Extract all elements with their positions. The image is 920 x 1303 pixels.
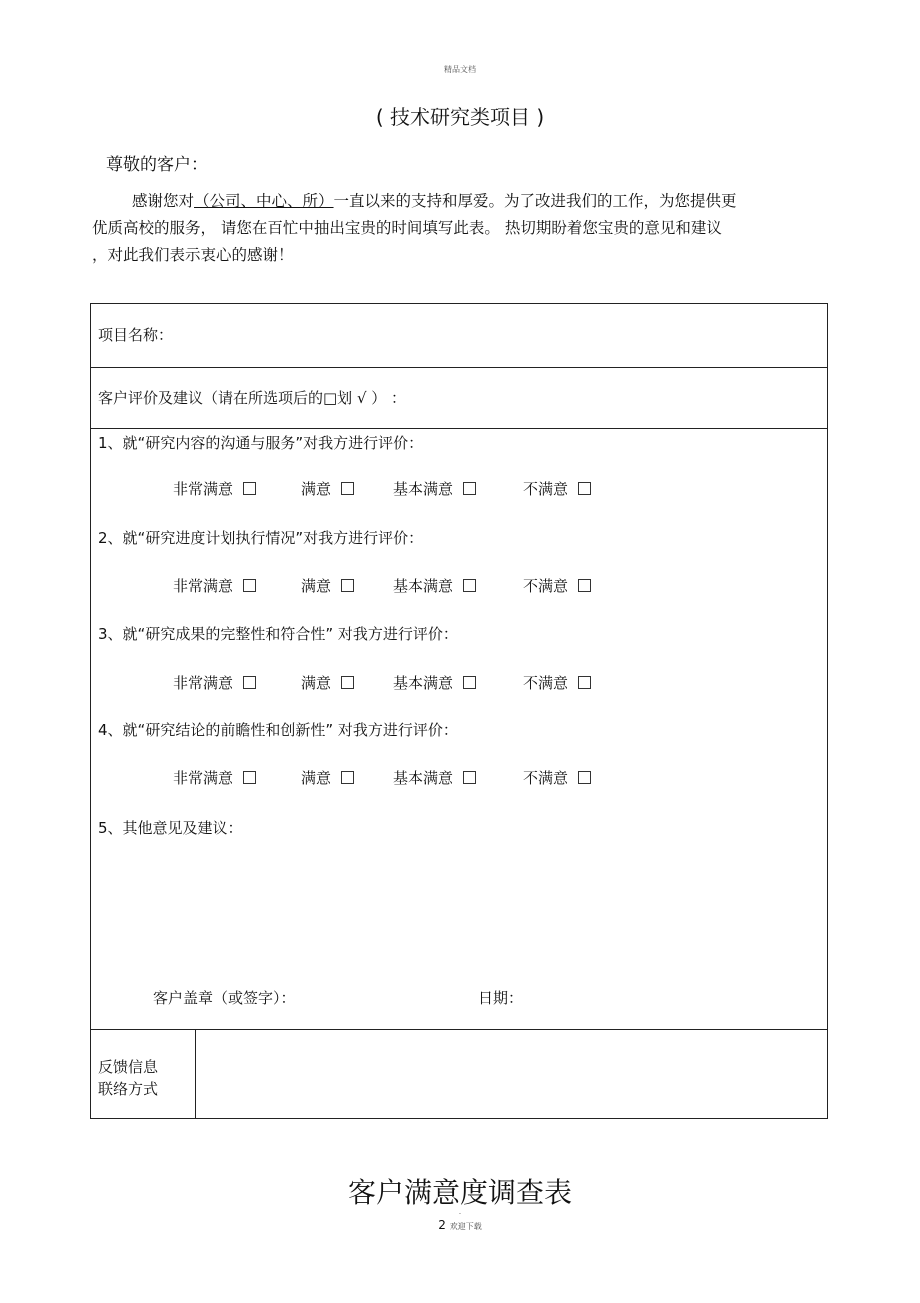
checkbox-icon[interactable] [341, 771, 354, 784]
option-label: 非常满意 [173, 769, 234, 787]
option-satisfied[interactable] [301, 767, 354, 788]
option-very-satisfied[interactable] [173, 672, 256, 693]
option-dissatisfied[interactable] [523, 767, 591, 788]
date-label: 日期： [478, 989, 524, 1007]
header-watermark: 精品文档 [444, 65, 476, 74]
intro-line-3: ，对此我们表示衷心的感谢！ [92, 246, 294, 264]
option-label: 基本满意 [393, 674, 454, 692]
checkbox-icon[interactable] [578, 771, 591, 784]
question-2: 2、就“研究进度计划执行情况”对我方进行评价： [98, 529, 424, 547]
option-very-satisfied[interactable] [173, 575, 256, 596]
stamp-label: 客户盖章（或签字）： [153, 989, 296, 1007]
question-3: 3、就“研究成果的完整性和符合性” 对我方进行评价： [98, 625, 458, 643]
evaluation-label: 客户评价及建议（请在所选项后的□划 √ ） ： [98, 389, 407, 407]
intro-text: 一直以来的支持和厚爱。为了改进我们的工作，为您提供更 [333, 192, 737, 210]
greeting: 尊敬的客户： [106, 155, 208, 175]
checkbox-icon[interactable] [341, 579, 354, 592]
checkbox-icon[interactable] [243, 676, 256, 689]
footer-dot: - [458, 1210, 462, 1217]
option-label: 非常满意 [173, 480, 234, 498]
table-divider [91, 367, 827, 368]
checkbox-icon[interactable] [341, 482, 354, 495]
option-basically-satisfied[interactable] [393, 672, 476, 693]
option-label: 不满意 [523, 577, 569, 595]
table-column-divider [195, 1030, 196, 1118]
option-label: 满意 [301, 674, 332, 692]
option-satisfied[interactable] [301, 575, 354, 596]
checkbox-icon[interactable] [463, 676, 476, 689]
question-1: 1、就“研究内容的沟通与服务”对我方进行评价： [98, 434, 424, 452]
option-basically-satisfied[interactable] [393, 575, 476, 596]
option-dissatisfied[interactable] [523, 575, 591, 596]
option-dissatisfied[interactable] [523, 478, 591, 499]
option-label: 基本满意 [393, 577, 454, 595]
option-label: 满意 [301, 577, 332, 595]
option-satisfied[interactable] [301, 672, 354, 693]
intro-paragraph [92, 188, 832, 269]
footer-text: 欢迎下载 [449, 1222, 482, 1231]
checkbox-icon[interactable] [578, 676, 591, 689]
intro-text: 感谢您对 [132, 192, 195, 210]
option-label: 满意 [301, 769, 332, 787]
option-dissatisfied[interactable] [523, 672, 591, 693]
checkbox-icon[interactable] [463, 579, 476, 592]
checkbox-icon[interactable] [463, 482, 476, 495]
option-label: 非常满意 [173, 674, 234, 692]
option-label: 满意 [301, 480, 332, 498]
checkbox-icon[interactable] [463, 771, 476, 784]
option-very-satisfied[interactable] [173, 478, 256, 499]
feedback-label-line-1: 反馈信息 [98, 1058, 159, 1076]
intro-underlined-org: （公司、中心、所） [194, 192, 334, 210]
option-label: 不满意 [523, 769, 569, 787]
option-basically-satisfied[interactable] [393, 478, 476, 499]
survey-form-table [90, 303, 828, 1119]
intro-line-2: 优质高校的服务， 请您在百忙中抽出宝贵的时间填写此表。 热切期盼着您宝贵的意见和建议 [92, 219, 722, 237]
page-number: 2 [438, 1218, 446, 1232]
checkbox-icon[interactable] [243, 482, 256, 495]
feedback-label-line-2: 联络方式 [98, 1080, 159, 1098]
option-label: 基本满意 [393, 480, 454, 498]
checkbox-icon[interactable] [578, 579, 591, 592]
project-name-label: 项目名称： [98, 326, 174, 344]
checkbox-icon[interactable] [243, 579, 256, 592]
option-label: 不满意 [523, 480, 569, 498]
page-subtitle: ( 技术研究类项目 ) [375, 105, 545, 129]
checkbox-icon[interactable] [578, 482, 591, 495]
table-divider [91, 1029, 827, 1030]
option-label: 基本满意 [393, 769, 454, 787]
document-title: 客户满意度调查表 [347, 1176, 572, 1209]
option-label: 不满意 [523, 674, 569, 692]
option-label: 非常满意 [173, 577, 234, 595]
option-basically-satisfied[interactable] [393, 767, 476, 788]
checkbox-icon[interactable] [243, 771, 256, 784]
intro-line-1 [92, 188, 832, 215]
question-4: 4、就“研究结论的前瞻性和创新性” 对我方进行评价： [98, 721, 458, 739]
option-satisfied[interactable] [301, 478, 354, 499]
checkbox-icon[interactable] [341, 676, 354, 689]
table-divider [91, 428, 827, 429]
page-footer [0, 1218, 920, 1232]
other-suggestions-label: 5、其他意见及建议： [98, 819, 243, 837]
option-very-satisfied[interactable] [173, 767, 256, 788]
